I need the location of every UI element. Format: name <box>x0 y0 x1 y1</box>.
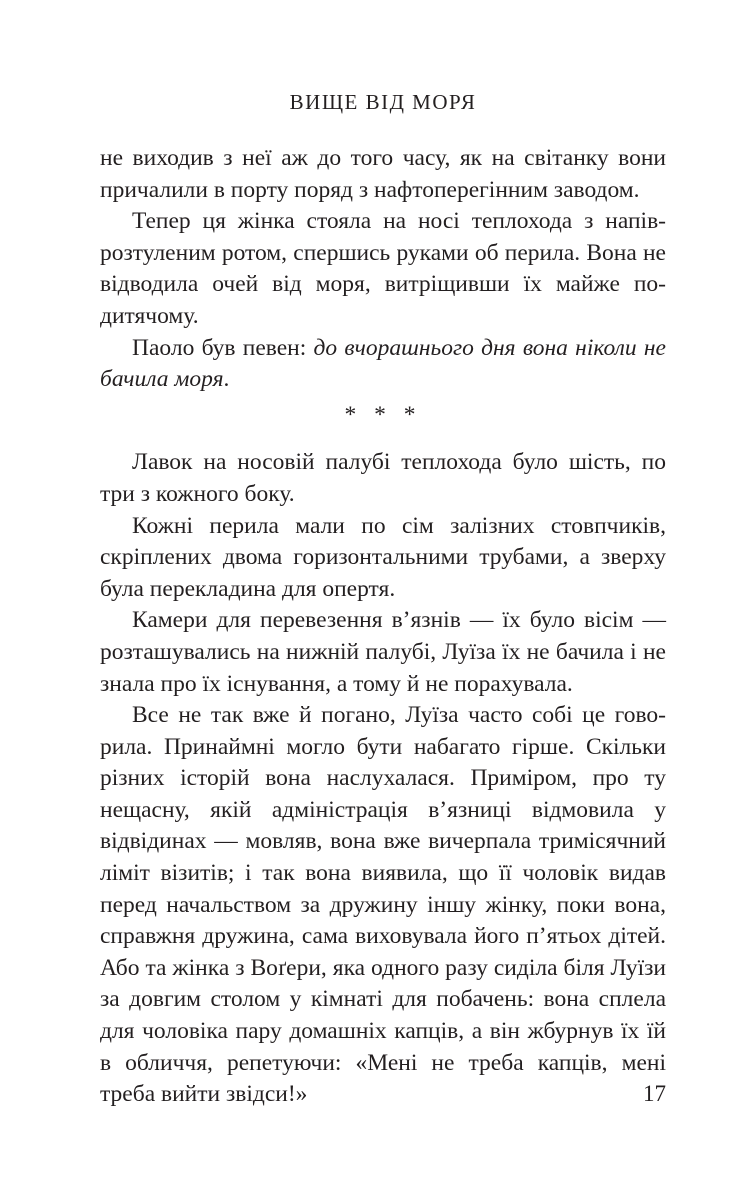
paragraph-7: Все не так вже й погано, Луїза часто собі це говорила. Принаймні могло бути набагато гірше. Скільки різних історій вона наслухалася. Приміром, про ту нещасну, якій адміністрація в’язниці відмовила у відвідинах — мовляв, вона вже вичерпала тримісячний ліміт візитів; і так вона виявила, що її чоловік видав перед начальством за дружину іншу жінку, поки вона, справжня дружина, сама виховувала його п’ятьох дітей. Або та жінка з Воґери, яка одного разу сиділа біля Луїзи за довгим столом у кімнаті для побачень: вона сплела для чоловіка пару домашніх капців, а він жбурнув їх їй в обличчя, репетуючи: «Мені не треба капців, мені треба вийти звідси!» <box>100 702 666 1108</box>
body-text <box>100 143 666 1111</box>
paragraph-3 <box>100 333 666 396</box>
paragraph-3-end: . <box>223 366 230 393</box>
section-separator: * * * <box>344 401 422 428</box>
paragraph-2: Тепер ця жінка стояла на носі теплохода з напіврозтуленим ротом, спершись руками об перила. Вона не відводила очей від моря, витріщивши їх майже по-дитячому. <box>100 208 666 329</box>
paragraph-3-start: Паоло був певен: <box>132 334 314 361</box>
paragraph-3-italic: до вчорашнього дня вона ніколи не бачила моря <box>100 334 666 393</box>
paragraph-1: не виходив з неї аж до того часу, як на світанку вони причалили в порту поряд з нафтоперегінним заводом. <box>100 145 666 203</box>
paragraph-4: Лавок на носовій палубі теплохода було шість, по три з кожного боку. <box>100 449 666 507</box>
paragraph-5: Кожні перила мали по сім залізних стовпчиків, скріплених двома горизонтальними трубами, а зверху була перекладина для опертя. <box>100 512 666 602</box>
running-head: ВИЩЕ ВІД МОРЯ <box>289 90 477 114</box>
page-number: 17 <box>643 1081 666 1106</box>
paragraph-6: Камери для перевезення в’язнів — їх було вісім — розташувались на нижній палубі, Луїза їх не бачила і не знала про їх існування, а тому й не порахувала. <box>100 607 666 697</box>
